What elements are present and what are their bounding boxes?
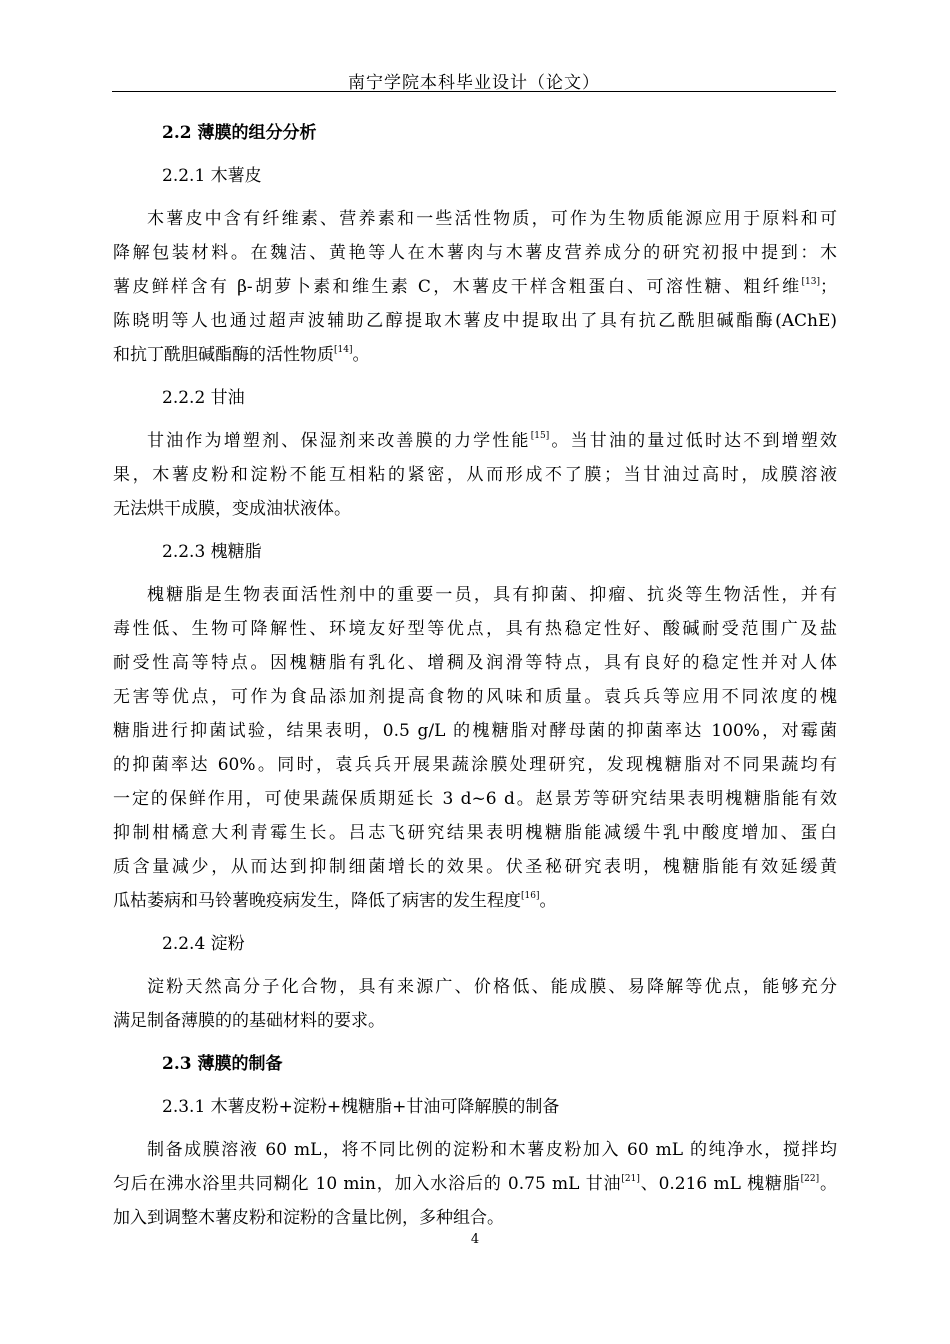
text-line: 糖脂进行抑菌试验，结果表明，0.5 g/L 的槐糖脂对酵母菌的抑菌率达 100%，对霉菌 <box>113 721 837 741</box>
text-line: 一定的保鲜作用，可使果蔬保质期延长 3 d~6 d。赵景芳等研究结果表明槐糖脂能有效 <box>113 789 837 809</box>
paragraph-preparation <box>113 1133 837 1235</box>
text-segment: 和抗丁酰胆碱酯酶的活性物质 <box>113 345 334 365</box>
document-body <box>113 116 837 1244</box>
text-line: 抑制柑橘意大利青霉生长。吕志飞研究结果表明槐糖脂能减缓牛乳中酸度增加、蛋白 <box>113 823 837 843</box>
text-segment: 、0.216 mL 槐糖脂 <box>639 1174 801 1194</box>
text-line <box>113 424 837 458</box>
paragraph-starch <box>113 970 837 1038</box>
text-line: 耐受性高等特点。因槐糖脂有乳化、增稠及润滑等特点，具有良好的稳定性并对人体 <box>113 653 837 673</box>
page-number: 4 <box>470 1232 480 1247</box>
page-header: 南宁学院本科毕业设计（论文） <box>348 73 600 93</box>
text-segment: 甘油作为增塑剂、保湿剂来改善膜的力学性能 <box>147 431 531 451</box>
paragraph-glycerol <box>113 424 837 526</box>
section-heading-2-2-1: 2.2.1 木薯皮 <box>162 166 262 186</box>
text-segment: 。 <box>352 345 370 365</box>
text-line: 陈晓明等人也通过超声波辅助乙醇提取木薯皮中提取出了具有抗乙酰胆碱酯酶(AChE) <box>113 311 837 331</box>
paragraph-sophorolipid <box>113 578 837 918</box>
citation: [22] <box>800 1174 820 1184</box>
citation: [21] <box>621 1174 640 1184</box>
text-segment: 。当甘油的量过低时达不到增塑效 <box>549 431 838 451</box>
citation: [16] <box>521 891 540 901</box>
section-heading-2-3-1: 2.3.1 木薯皮粉+淀粉+槐糖脂+甘油可降解膜的制备 <box>162 1097 560 1117</box>
text-line: 质含量减少，从而达到抑制细菌增长的效果。伏圣秘研究表明，槐糖脂能有效延缓黄 <box>113 857 837 877</box>
text-line: 木薯皮中含有纤维素、营养素和一些活性物质，可作为生物质能源应用于原料和可 <box>147 209 837 229</box>
text-line: 降解包装材料。在魏洁、黄艳等人在木薯肉与木薯皮营养成分的研究初报中提到：木 <box>113 243 837 263</box>
text-line: 槐糖脂是生物表面活性剂中的重要一员，具有抑菌、抑瘤、抗炎等生物活性，并有 <box>147 585 837 605</box>
text-line: 制备成膜溶液 60 mL，将不同比例的淀粉和木薯皮粉加入 60 mL 的纯净水，搅拌均 <box>147 1140 837 1160</box>
text-line <box>113 1167 837 1201</box>
text-line <box>113 884 837 918</box>
text-line <box>113 338 837 372</box>
text-line: 加入到调整木薯皮粉和淀粉的含量比例，多种组合。 <box>113 1208 504 1228</box>
text-segment: 。 <box>819 1174 838 1194</box>
section-heading-2-2: 2.2 薄膜的组分分析 <box>162 123 317 143</box>
text-line: 的抑菌率达 60%。同时，袁兵兵开展果蔬涂膜处理研究，发现槐糖脂对不同果蔬均有 <box>113 755 837 775</box>
citation: [15] <box>530 431 550 441</box>
header-rule <box>112 91 836 92</box>
text-line: 满足制备薄膜的的基础材料的要求。 <box>113 1011 385 1031</box>
text-line: 果，木薯皮粉和淀粉不能互相粘的紧密，从而形成不了膜；当甘油过高时，成膜溶液 <box>113 465 837 485</box>
text-segment: 匀后在沸水浴里共同糊化 10 min，加入水浴后的 0.75 mL 甘油 <box>113 1174 622 1194</box>
text-line: 毒性低、生物可降解性、环境友好型等优点，具有热稳定性好、酸碱耐受范围广及盐 <box>113 619 837 639</box>
text-line: 淀粉天然高分子化合物，具有来源广、价格低、能成膜、易降解等优点，能够充分 <box>147 977 837 997</box>
section-heading-2-2-4: 2.2.4 淀粉 <box>162 934 245 954</box>
section-heading-2-2-2: 2.2.2 甘油 <box>162 388 245 408</box>
text-segment: 瓜枯萎病和马铃薯晚疫病发生，降低了病害的发生程度 <box>113 891 521 911</box>
section-heading-2-3: 2.3 薄膜的制备 <box>162 1054 283 1074</box>
text-segment: 。 <box>539 891 557 911</box>
text-line <box>113 270 837 304</box>
text-line: 无法烘干成膜，变成油状液体。 <box>113 499 351 519</box>
section-heading-2-2-3: 2.2.3 槐糖脂 <box>162 542 262 562</box>
text-line: 无害等优点，可作为食品添加剂提高食物的风味和质量。袁兵兵等应用不同浓度的槐 <box>113 687 837 707</box>
text-segment: ； <box>820 277 837 297</box>
citation: [14] <box>334 345 353 355</box>
text-segment: 薯皮鲜样含有 β-胡萝卜素和维生素 C，木薯皮干样含粗蛋白、可溶性糖、粗纤维 <box>113 277 802 297</box>
paragraph-cassava-peel <box>113 202 837 372</box>
citation: [13] <box>801 277 820 287</box>
